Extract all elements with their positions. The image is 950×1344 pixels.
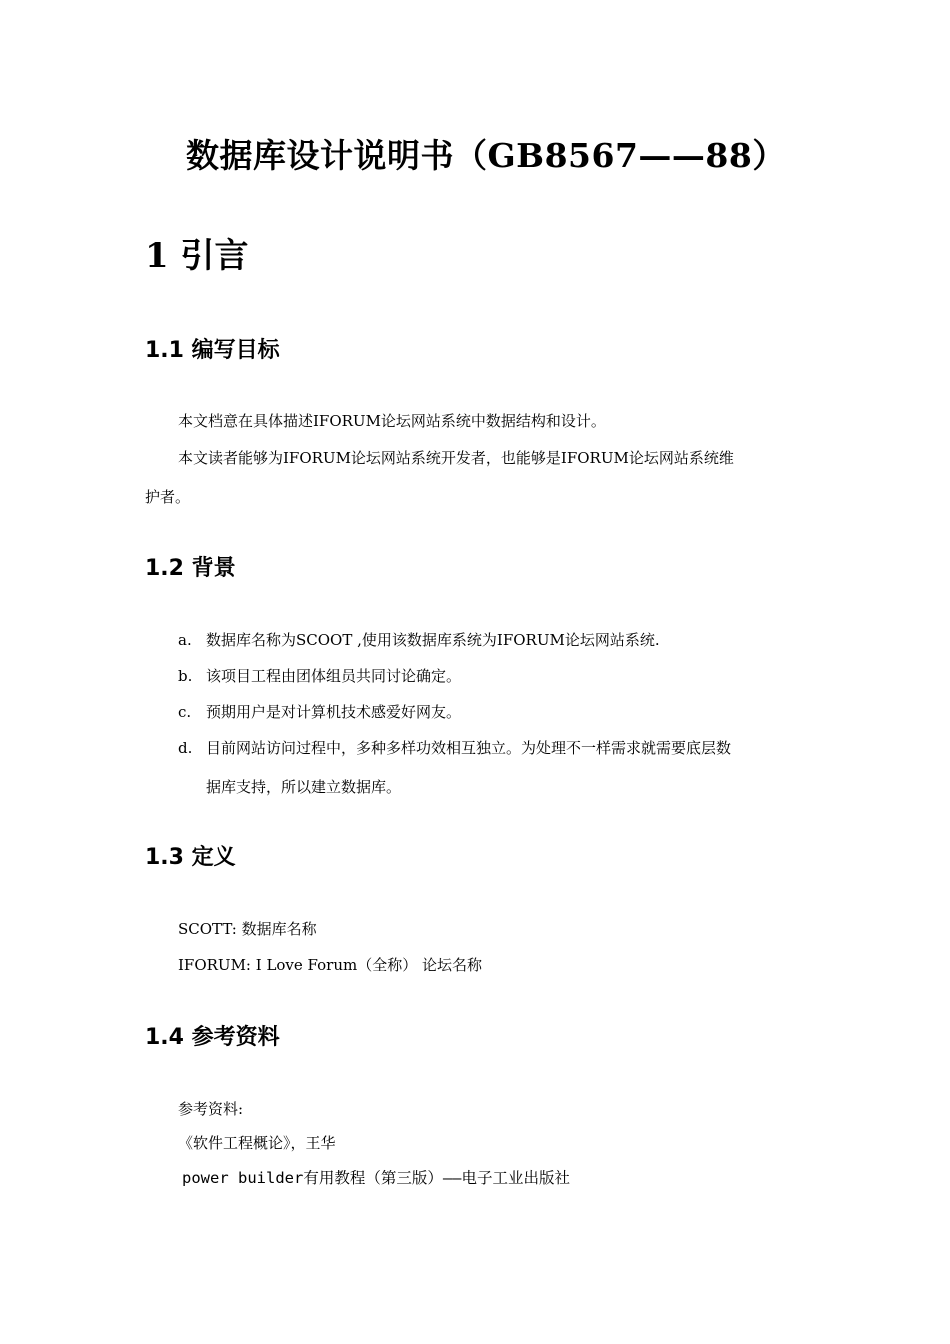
reference-item: 《软件工程概论》，王华	[178, 1134, 336, 1152]
list-marker: b.	[178, 667, 193, 685]
list-marker: c.	[178, 703, 192, 721]
list-item-text: 目前网站访问过程中，多种多样功效相互独立。为处理不一样需求就需要底层数	[206, 739, 732, 757]
reference-item: power builder有用教程（第三版）——电子工业出版社	[182, 1169, 570, 1187]
definition-iforum: IFORUM: I Love Forum（全称） 论坛名称	[178, 956, 482, 974]
list-item-text: 预期用户是对计算机技术感爱好网友。	[206, 703, 462, 721]
paragraph-readers-line2: 护者。	[145, 488, 191, 506]
references-intro: 参考资料:	[178, 1100, 244, 1118]
list-item-text: 数据库名称为SCOOT ,使用该数据库系统为IFORUM论坛网站系统.	[206, 631, 660, 649]
section-heading-1-3: 1.3 定义	[145, 845, 236, 870]
list-marker: a.	[178, 631, 192, 649]
section-heading-1-2: 1.2 背景	[145, 556, 236, 581]
section-heading-1-4: 1.4 参考资料	[145, 1025, 280, 1050]
list-item	[178, 665, 461, 686]
list-item-continuation: 据库支持，所以建立数据库。	[206, 778, 402, 796]
list-item	[178, 737, 731, 758]
document-title: 数据库设计说明书（GB8567——88）	[186, 136, 786, 175]
list-item	[178, 629, 660, 650]
paragraph-readers-line1: 本文读者能够为IFORUM论坛网站系统开发者，也能够是IFORUM论坛网站系统维	[178, 449, 734, 467]
paragraph-purpose: 本文档意在具体描述IFORUM论坛网站系统中数据结构和设计。	[178, 412, 606, 430]
chapter-heading-intro: 1 引言	[145, 236, 249, 276]
list-marker: d.	[178, 739, 193, 757]
list-item	[178, 701, 461, 722]
section-heading-1-1: 1.1 编写目标	[145, 338, 280, 363]
definition-scott: SCOTT: 数据库名称	[178, 920, 317, 938]
list-item-text: 该项目工程由团体组员共同讨论确定。	[206, 667, 462, 685]
